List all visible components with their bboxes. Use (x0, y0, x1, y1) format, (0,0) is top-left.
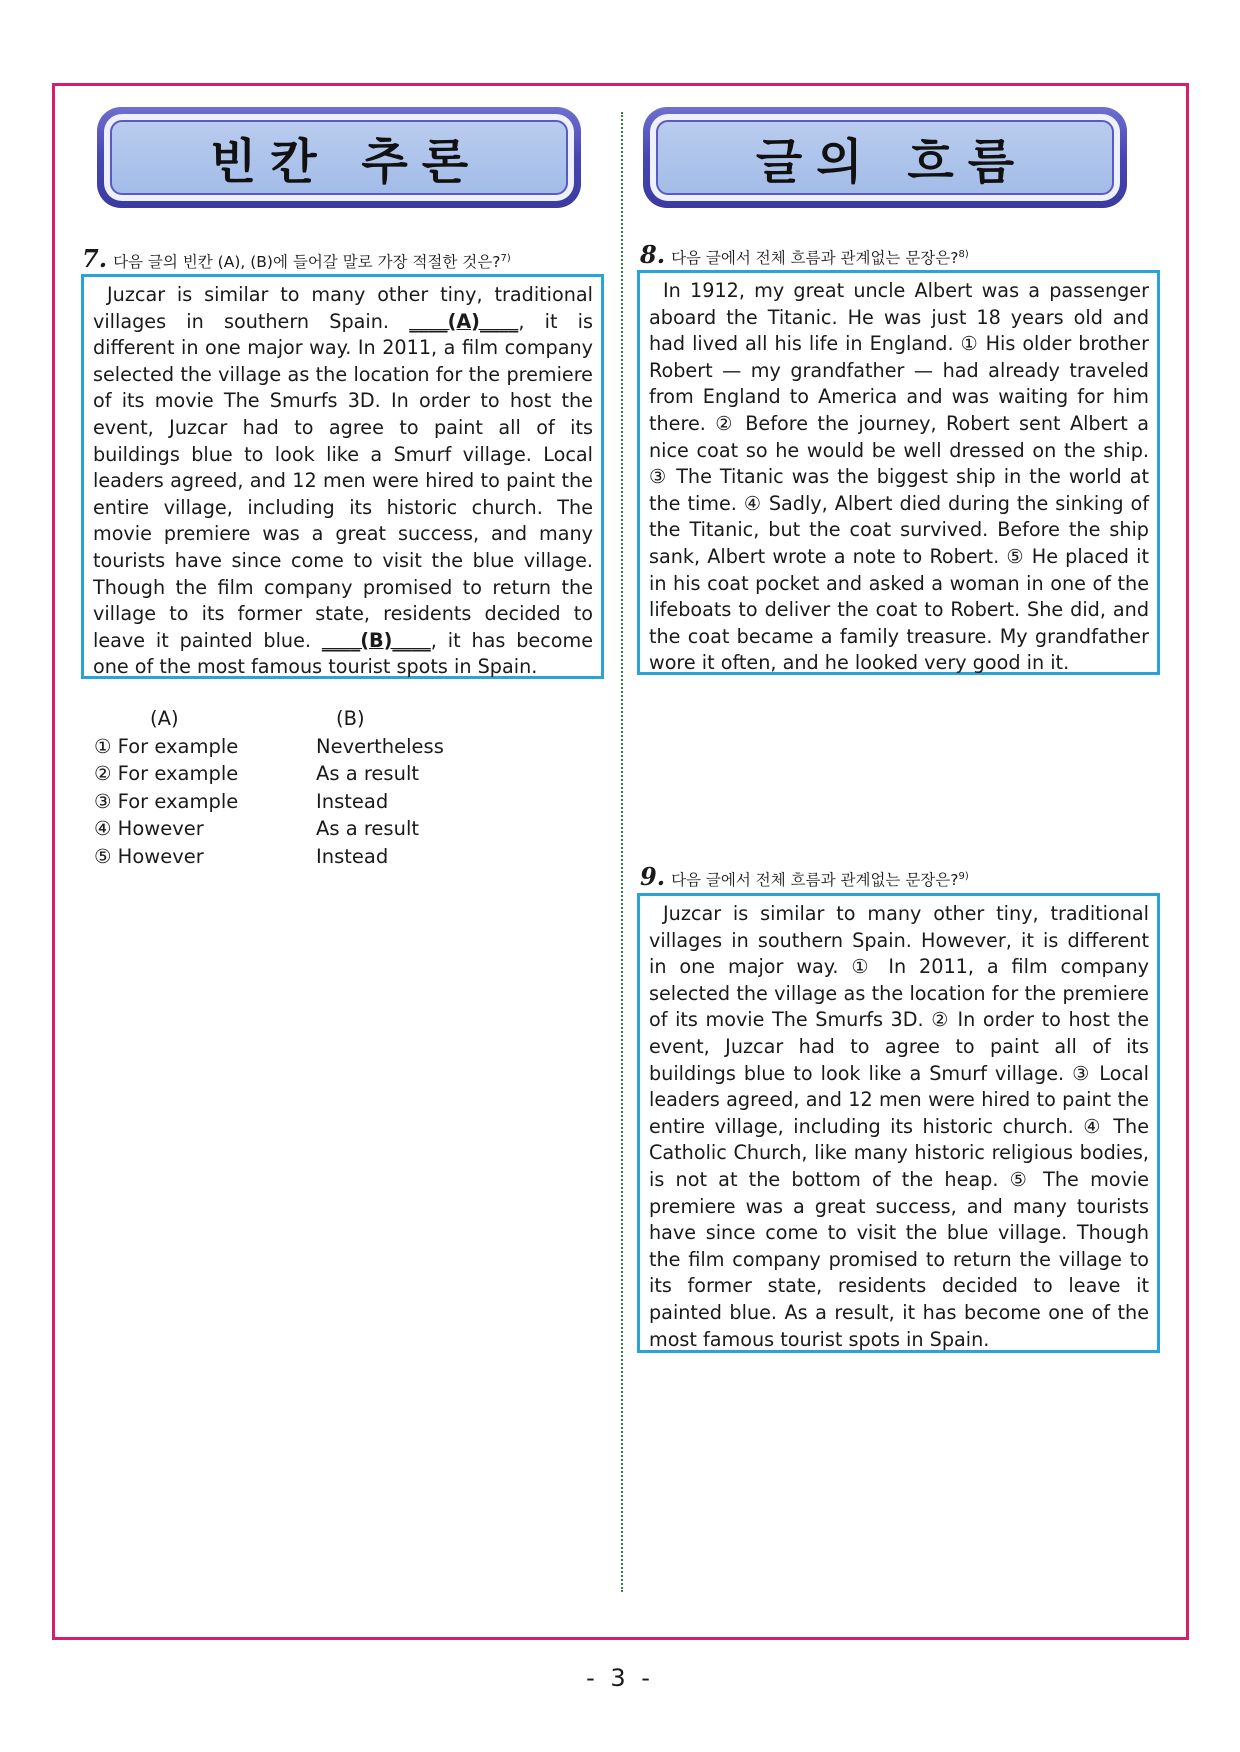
footnote-marker: 9) (958, 870, 969, 882)
flow-banner (643, 107, 1127, 208)
blank-b: ____(B)____ (321, 628, 431, 652)
choice-b-text: As a result (316, 817, 420, 841)
choice-2[interactable] (94, 760, 444, 788)
choice-b-text: Nevertheless (316, 734, 444, 758)
column-b-header: (B) (336, 707, 365, 730)
choice-3[interactable] (94, 788, 444, 816)
choice-b-text: Instead (316, 789, 389, 813)
choice-5[interactable] (94, 843, 444, 871)
choices-header (94, 705, 444, 733)
passage-text: Juzcar is similar to many other tiny, traditional villages in southern Spain. However, it is different in one major way. ① In 2011, a film company selected the village as the location for the premiere of its movie The Smurfs 3D. ② In order to host the event, Juzcar had to agree to paint all of its buildings blue to look like a Smurf village. ③ Local leaders agreed, and 12 men were hired to paint the entire village, including its historic church. ④ The Catholic Church, like many historic religious bodies, is not at the bottom of the heap. ⑤ The movie premiere was a great success, and many tourists have since come to visit the blue village. Though the film company promised to return the village to its former state, residents decided to leave it painted blue. As a result, it has become one of the most famous tourist spots in Spain. (649, 902, 1149, 1351)
choice-a-text: ⑤ However (94, 844, 204, 868)
column-divider (621, 112, 623, 1592)
question-prompt: 다음 글에서 전체 흐름과 관계없는 문장은? (671, 249, 959, 267)
page-number: - 3 - (586, 1664, 654, 1692)
question-7-choices (94, 705, 444, 871)
passage-text: In 1912, my great uncle Albert was a passenger aboard the Titanic. He was just 18 years old and had lived all his life in England. ① His older brother Robert — my grandfather — had already traveled from England to America and was waiting for him there. ② Before the journey, Robert sent Albert a nice coat so he would be well dressed on the ship. ③ The Titanic was the biggest ship in the world at the time. ④ Sadly, Albert died during the sinking of the Titanic, but the coat survived. Before the ship sank, Albert wrote a note to Robert. ⑤ He placed it in his coat pocket and asked a woman in one of the lifeboats to deliver the coat to Robert. She did, and the coat became a family treasure. My grandfather wore it often, and he looked very good in it. (649, 279, 1149, 675)
question-prompt: 다음 글의 빈칸 (A), (B)에 들어갈 말로 가장 적절한 것은? (113, 253, 501, 271)
question-9-header (640, 862, 969, 891)
question-7-header (82, 244, 511, 273)
footnote-marker: 7) (500, 252, 511, 264)
banner-title: 글의 흐름 (755, 134, 1029, 190)
question-number: 8. (640, 240, 666, 269)
blank-inference-banner (97, 107, 581, 208)
question-7-passage (81, 274, 604, 679)
column-a-header: (A) (150, 707, 179, 730)
passage-text: , it is different in one major way. In 2011, a film company selected the village as the location for the premiere of its movie The Smurfs 3D. In order to host the event, Juzcar had to agree to paint all of its buildings blue to look like a Smurf village. Local leaders agreed, and 12 men were hired to paint the entire village, including its historic church. The movie premiere was a great success, and many tourists have since come to visit the blue village. Though the film company promised to return the village to its former state, residents decided to leave it painted blue. (93, 309, 594, 652)
question-prompt: 다음 글에서 전체 흐름과 관계없는 문장은? (671, 871, 959, 889)
choice-b-text: As a result (316, 762, 420, 786)
passage-text: , it has become one of the most famous tourist spots in Spain. (93, 628, 593, 679)
question-9-passage (637, 893, 1160, 1353)
choice-1[interactable] (94, 733, 444, 761)
question-number: 7. (82, 244, 108, 273)
choice-a-text: ④ However (94, 817, 204, 841)
question-8-passage (637, 270, 1160, 675)
banner-title: 빈칸 추론 (209, 134, 483, 190)
choice-b-text: Instead (316, 844, 389, 868)
blank-a: ____(A)____ (409, 309, 519, 333)
question-8-header (640, 240, 969, 269)
choice-a-text: ② For example (94, 762, 239, 786)
passage-text: Juzcar is similar to many other tiny, traditional villages in southern Spain. (93, 283, 593, 333)
choice-a-text: ① For example (94, 734, 239, 758)
choice-4[interactable] (94, 815, 444, 843)
footnote-marker: 8) (958, 248, 969, 260)
choice-a-text: ③ For example (94, 789, 239, 813)
question-number: 9. (640, 862, 666, 891)
